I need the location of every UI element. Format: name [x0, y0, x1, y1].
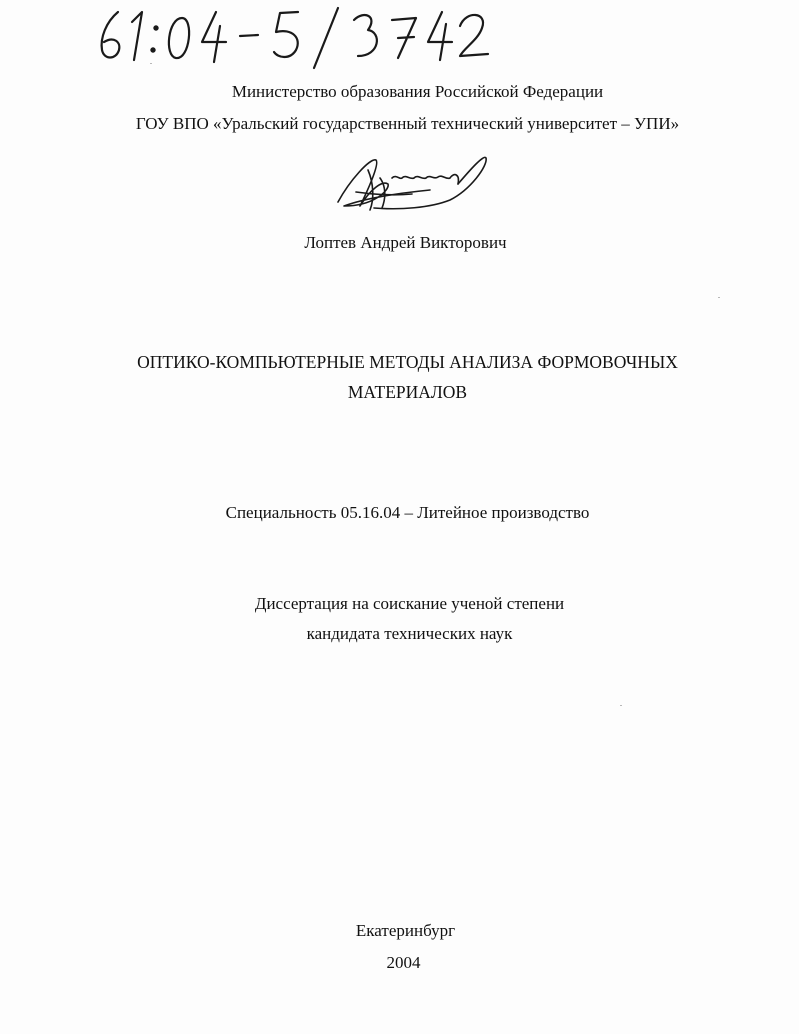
degree-line-1: Диссертация на соискание ученой степени [254, 594, 565, 613]
dissertation-title-line-1: ОПТИКО-КОМПЬЮТЕРНЫЕ МЕТОДЫ АНАЛИЗА ФОРМОВОЧНЫХ [137, 352, 678, 372]
year: 2004 [386, 953, 421, 972]
archive-number-drawing [92, 2, 512, 74]
signature-drawing [330, 150, 495, 220]
handwritten-archive-number [92, 2, 512, 74]
university-name: ГОУ ВПО «Уральский государственный технический университет – УПИ» [135, 114, 680, 133]
scan-speck [150, 63, 152, 64]
specialty: Специальность 05.16.04 – Литейное производство [225, 503, 590, 522]
ministry-name: Министерство образования Российской Федерации [231, 82, 604, 101]
scan-speck [620, 705, 622, 706]
dissertation-title-line-2: МАТЕРИАЛОВ [347, 382, 468, 402]
degree-line-2: кандидата технических наук [306, 624, 513, 643]
city: Екатеринбург [355, 921, 456, 940]
scan-speck [718, 297, 720, 298]
signature [330, 150, 495, 220]
author-name: Лоптев Андрей Викторович [304, 233, 507, 252]
